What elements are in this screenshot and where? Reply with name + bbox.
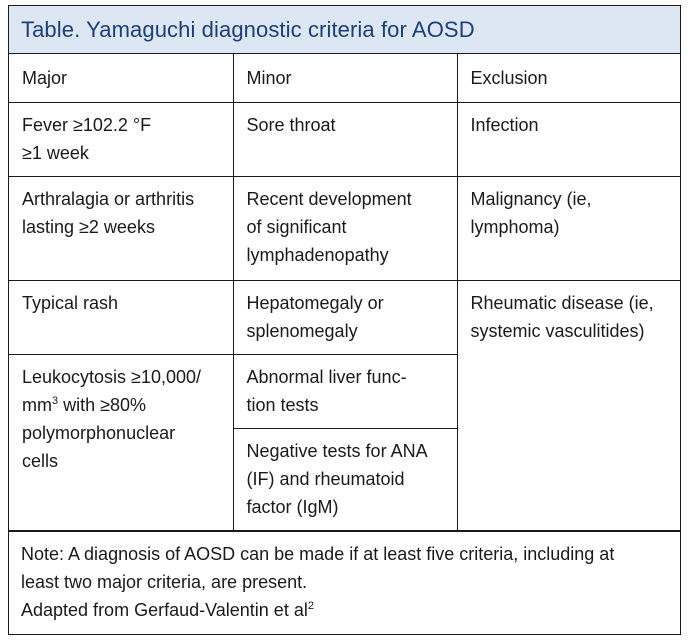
cell-minor bbox=[233, 177, 457, 281]
cell-minor bbox=[233, 281, 457, 355]
cell-text: Sore throat bbox=[246, 115, 336, 135]
note-line: least two major criteria, are present. bbox=[21, 572, 308, 592]
note-line: Note: A diagnosis of AOSD can be made if at least five criteria, including at bbox=[21, 544, 615, 564]
cell-text: Rheumatic disease (ie, bbox=[470, 293, 654, 313]
cell-text: lasting ≥2 weeks bbox=[22, 217, 155, 237]
cell-minor bbox=[233, 429, 457, 531]
header-exclusion: Exclusion bbox=[457, 54, 680, 103]
cell-text: Malignancy (ie, bbox=[470, 189, 592, 209]
superscript: 2 bbox=[307, 600, 314, 612]
cell-text: Leukocytosis ≥10,000/ bbox=[22, 367, 201, 387]
cell-text: Arthralagia or arthritis bbox=[22, 189, 195, 209]
criteria-table bbox=[9, 54, 680, 531]
cell-text: lymphadenopathy bbox=[246, 245, 389, 265]
table-row bbox=[9, 103, 680, 177]
cell-text: tion tests bbox=[246, 395, 319, 415]
cell-text: cells bbox=[22, 451, 59, 471]
cell-major bbox=[9, 103, 233, 177]
cell-text: of significant bbox=[246, 217, 347, 237]
cell-text-part: with ≥80% bbox=[58, 395, 147, 415]
cell-text: systemic vasculitides) bbox=[470, 321, 645, 341]
cell-major bbox=[9, 355, 233, 531]
cell-text: Fever ≥102.2 °F bbox=[22, 115, 152, 135]
cell-exclusion bbox=[457, 281, 680, 531]
table-note bbox=[9, 531, 680, 632]
cell-exclusion bbox=[457, 103, 680, 177]
cell-text: factor (IgM) bbox=[246, 497, 339, 517]
header-row bbox=[9, 54, 680, 103]
cell-text: Infection bbox=[470, 115, 539, 135]
header-minor: Minor bbox=[233, 54, 457, 103]
cell-text: ≥1 week bbox=[22, 143, 89, 163]
cell-text bbox=[22, 391, 221, 419]
cell-exclusion bbox=[457, 177, 680, 281]
criteria-table-frame bbox=[8, 5, 681, 635]
table-row bbox=[9, 177, 680, 281]
header-major: Major bbox=[9, 54, 233, 103]
cell-text: Abnormal liver func- bbox=[246, 367, 407, 387]
table-row bbox=[9, 281, 680, 355]
table-title-bar bbox=[9, 6, 680, 54]
cell-text-part: mm bbox=[22, 395, 52, 415]
cell-minor bbox=[233, 103, 457, 177]
cell-major bbox=[9, 281, 233, 355]
cell-text: Recent development bbox=[246, 189, 412, 209]
cell-text: splenomegaly bbox=[246, 321, 358, 341]
table-title: Table. Yamaguchi diagnostic criteria for AOSD bbox=[21, 16, 475, 42]
cell-minor bbox=[233, 355, 457, 429]
cell-text: Typical rash bbox=[22, 293, 119, 313]
cell-major bbox=[9, 177, 233, 281]
cell-text: (IF) and rheumatoid bbox=[246, 469, 405, 489]
note-source bbox=[21, 596, 668, 624]
cell-text: polymorphonuclear bbox=[22, 423, 176, 443]
cell-text: lymphoma) bbox=[470, 217, 560, 237]
superscript: 3 bbox=[52, 395, 59, 407]
cell-text: Hepatomegaly or bbox=[246, 293, 384, 313]
note-source-text: Adapted from Gerfaud-Valentin et al bbox=[21, 600, 308, 620]
cell-text: Negative tests for ANA bbox=[246, 441, 428, 461]
